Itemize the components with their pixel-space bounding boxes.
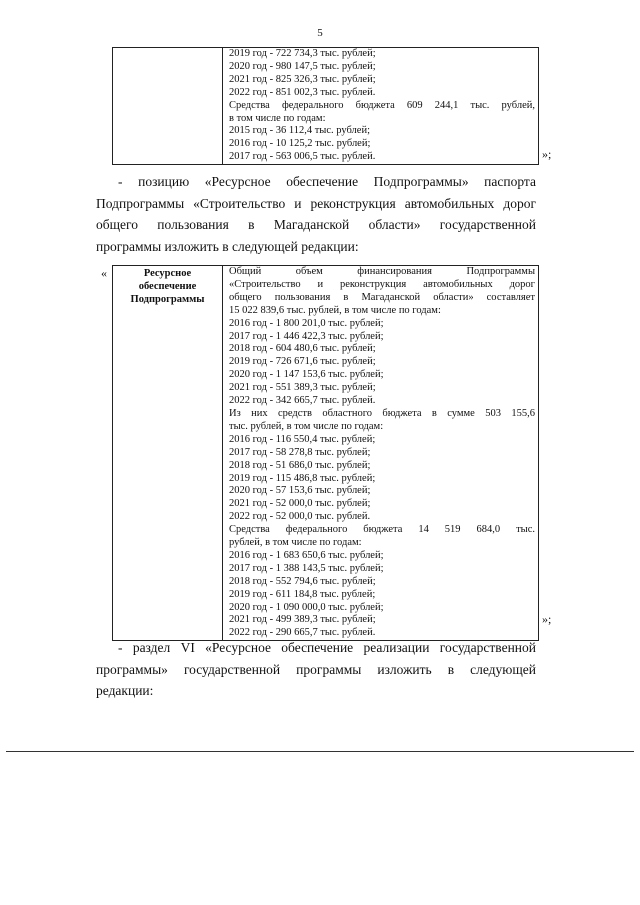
paragraph-line: редакции:: [96, 683, 154, 698]
financing-line: 2019 год - 115 486,8 тыс. рублей;: [229, 472, 376, 484]
financing-lines: [223, 266, 538, 640]
financing-line: 2016 год - 1 683 650,6 тыс. рублей;: [229, 549, 384, 561]
paragraph-line: - раздел VI «Ресурсное обеспечение реализации государственной: [118, 640, 536, 655]
financing-line: 2018 год - 51 686,0 тыс. рублей;: [229, 459, 371, 471]
paragraph-line: программы» государственной программы изложить в следующей: [96, 661, 536, 677]
table-header-cell: [113, 266, 223, 641]
table-value-cell: [223, 266, 539, 641]
header-line: обеспечение: [138, 280, 197, 292]
financing-line: 2020 год - 1 090 000,0 тыс. рублей;: [229, 601, 384, 613]
table-label-cell: [113, 48, 223, 165]
table-value-cell: [223, 48, 539, 165]
financing-line: 2016 год - 116 550,4 тыс. рублей;: [229, 433, 376, 445]
budget-line: 2016 год - 10 125,2 тыс. рублей;: [229, 138, 371, 150]
financing-line: 2019 год - 726 671,6 тыс. рублей;: [229, 356, 376, 368]
resource-provision-label: [113, 266, 222, 307]
budget-lines: [223, 48, 538, 164]
financing-line: Средства федерального бюджета 14 519 684,0 тыс.: [229, 524, 535, 536]
financing-line: рублей, в том числе по годам:: [229, 537, 362, 549]
financing-line: 2017 год - 1 446 422,3 тыс. рублей;: [229, 330, 384, 342]
financing-line: 2018 год - 552 794,6 тыс. рублей;: [229, 575, 376, 587]
budget-line: Средства федерального бюджета 609 244,1 тыс. рублей,: [229, 99, 535, 111]
budget-line: 2021 год - 825 326,3 тыс. рублей;: [229, 73, 376, 85]
financing-line: 15 022 839,6 тыс. рублей, в том числе по годам:: [229, 304, 441, 316]
budget-line: 2017 год - 563 006,5 тыс. рублей.: [229, 151, 376, 163]
financing-line: 2018 год - 604 480,6 тыс. рублей;: [229, 343, 376, 355]
financing-line: Из них средств областного бюджета в сумме 503 155,6: [229, 407, 535, 419]
paragraph-line: - позицию «Ресурсное обеспечение Подпрограммы» паспорта: [118, 174, 536, 189]
header-line: Подпрограммы: [130, 293, 205, 305]
paragraph-line: общего пользования в Магаданской области» государственной: [96, 217, 536, 232]
resource-provision-table: [112, 265, 539, 641]
budget-line: 2019 год - 722 734,3 тыс. рублей;: [229, 48, 376, 59]
paragraph-line: программы изложить в следующей редакции:: [96, 238, 359, 254]
financing-line: 2022 год - 290 665,7 тыс. рублей.: [229, 627, 376, 639]
budget-line: в том числе по годам:: [229, 112, 326, 124]
page-divider: [6, 751, 634, 752]
financing-line: 2021 год - 499 389,3 тыс. рублей;: [229, 614, 376, 626]
budget-line: 2022 год - 851 002,3 тыс. рублей.: [229, 86, 376, 98]
closing-quote-mark: »;: [542, 147, 552, 161]
financing-line: 2016 год - 1 800 201,0 тыс. рублей;: [229, 317, 384, 329]
financing-line: 2022 год - 342 665,7 тыс. рублей.: [229, 395, 376, 407]
financing-line: 2017 год - 1 388 143,5 тыс. рублей;: [229, 562, 384, 574]
financing-line: 2020 год - 1 147 153,6 тыс. рублей;: [229, 369, 384, 381]
financing-line: 2017 год - 58 278,8 тыс. рублей;: [229, 446, 371, 458]
budget-line: 2015 год - 36 112,4 тыс. рублей;: [229, 125, 370, 137]
financing-line: Общий объем финансирования Подпрограммы: [229, 266, 535, 277]
financing-line: тыс. рублей, в том числе по годам:: [229, 420, 384, 432]
budget-table-continuation: [112, 47, 539, 165]
opening-quote-mark: «: [101, 266, 107, 280]
paragraph-section-vi: [96, 637, 536, 702]
financing-line: 2021 год - 52 000,0 тыс. рублей;: [229, 498, 371, 510]
financing-line: общего пользования в Магаданской области» составляет: [229, 291, 535, 303]
closing-quote-mark: »;: [542, 612, 552, 626]
paragraph-resource-position: [96, 171, 536, 257]
financing-line: 2019 год - 611 184,8 тыс. рублей;: [229, 588, 376, 600]
financing-line: 2022 год - 52 000,0 тыс. рублей.: [229, 511, 371, 523]
financing-line: «Строительство и реконструкция автомобильных дорог: [229, 278, 535, 290]
header-line: Ресурсное: [143, 268, 192, 279]
financing-line: 2020 год - 57 153,6 тыс. рублей;: [229, 485, 371, 497]
page-number: 5: [317, 27, 323, 39]
financing-line: 2021 год - 551 389,3 тыс. рублей;: [229, 382, 376, 394]
budget-line: 2020 год - 980 147,5 тыс. рублей;: [229, 60, 376, 72]
paragraph-line: Подпрограммы «Строительство и реконструкция автомобильных дорог: [96, 195, 536, 211]
